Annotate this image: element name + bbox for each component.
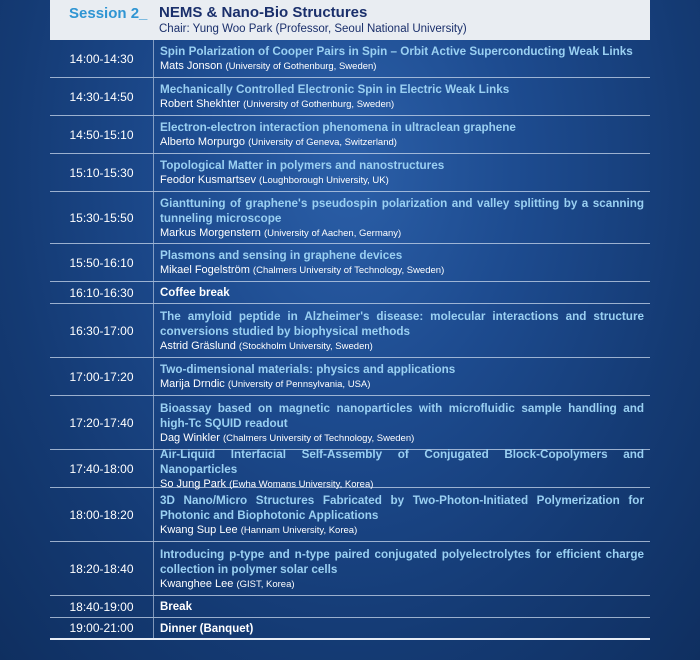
schedule-talk-row (50, 396, 650, 450)
talk-title: Gianttuning of graphene's pseudospin polarization and valley splitting by a scanning tunneling microscope (160, 196, 644, 225)
schedule-talk-row (50, 78, 650, 116)
speaker-affiliation: (Chalmers University of Technology, Sweden) (252, 265, 445, 276)
schedule-talk-row (50, 304, 650, 358)
speaker-line (160, 173, 644, 188)
speaker-affiliation: (Chalmers University of Technology, Sweden) (222, 432, 415, 444)
speaker-line (160, 577, 644, 592)
speaker-affiliation: (Stockholm University, Sweden) (238, 340, 373, 352)
speaker-name: Dag Winkler (160, 431, 220, 444)
talk-details (154, 304, 650, 357)
time-slot: 18:40-19:00 (50, 596, 154, 617)
schedule-break-row (50, 618, 650, 640)
schedule-talk-row (50, 244, 650, 282)
schedule-break-row (50, 282, 650, 304)
speaker-affiliation: (Ewha Womans University, Korea) (229, 478, 374, 490)
speaker-affiliation: (Hannam University, Korea) (240, 524, 358, 536)
session-title: NEMS & Nano-Bio Structures (159, 4, 368, 21)
talk-title: Plasmons and sensing in graphene devices (160, 249, 403, 262)
time-slot: 16:10-16:30 (50, 282, 154, 303)
talk-title: Bioassay based on magnetic nanoparticles with microfluidic sample handling and high-Tc SQUID readout (160, 401, 644, 430)
time-slot: 19:00-21:00 (50, 618, 154, 638)
talk-title: Two-dimensional materials: physics and applications (160, 363, 456, 376)
talk-details (154, 192, 650, 243)
talk-details (154, 618, 650, 638)
time-slot: 18:20-18:40 (50, 542, 154, 595)
speaker-name: Mikael Fogelström (160, 264, 250, 276)
speaker-affiliation: (University of Aachen, Germany) (263, 227, 402, 239)
talk-details (154, 596, 650, 617)
speaker-name: Robert Shekhter (160, 98, 241, 110)
schedule-table (50, 40, 650, 640)
speaker-line (160, 59, 644, 74)
speaker-line (160, 523, 644, 538)
speaker-affiliation: (GIST, Korea) (236, 578, 295, 590)
talk-details (154, 116, 650, 153)
talk-title: Introducing p-type and n-type paired conjugated polyelectrolytes for efficient charge collection in polymer solar cells (160, 547, 644, 576)
speaker-line (160, 377, 644, 392)
speaker-name: Astrid Gräslund (160, 339, 236, 352)
break-label: Break (160, 601, 192, 613)
talk-details (154, 40, 650, 77)
schedule-talk-row (50, 358, 650, 396)
time-slot: 14:30-14:50 (50, 78, 154, 115)
speaker-name: Alberto Morpurgo (160, 136, 245, 148)
speaker-affiliation: (Loughborough University, UK) (259, 175, 389, 186)
talk-title: Electron-electron interaction phenomena in ultraclean graphene (160, 121, 516, 134)
speaker-name: Kwanghee Lee (160, 577, 234, 590)
talk-details (154, 282, 650, 303)
talk-title: 3D Nano/Micro Structures Fabricated by Two-Photon-Initiated Polymerization for Photonic and Biophotonic Applications (160, 493, 644, 522)
schedule-break-row (50, 596, 650, 618)
talk-details (154, 244, 650, 281)
time-slot: 14:50-15:10 (50, 116, 154, 153)
schedule-talk-row (50, 116, 650, 154)
speaker-name: Mats Jonson (160, 60, 223, 72)
session-chair: Chair: Yung Woo Park (Professor, Seoul National University) (159, 23, 467, 35)
speaker-affiliation: (University of Pennsylvania, USA) (227, 379, 371, 390)
speaker-line (160, 263, 644, 278)
time-slot: 15:50-16:10 (50, 244, 154, 281)
speaker-line (160, 226, 644, 241)
talk-title: Air-Liquid Interfacial Self-Assembly of Conjugated Block-Copolymers and Nanoparticles (160, 447, 644, 476)
session-label: Session 2_ (69, 5, 148, 22)
talk-title: Spin Polarization of Cooper Pairs in Spin – Orbit Active Superconducting Weak Links (160, 45, 633, 58)
schedule-talk-row (50, 40, 650, 78)
time-slot: 17:00-17:20 (50, 358, 154, 395)
speaker-name: Feodor Kusmartsev (160, 174, 256, 186)
schedule-talk-row (50, 447, 650, 490)
session-header (50, 0, 650, 40)
speaker-name: Markus Morgenstern (160, 226, 261, 239)
speaker-name: Marija Drndic (160, 378, 225, 390)
time-slot: 17:20-17:40 (50, 396, 154, 449)
talk-details (154, 447, 650, 490)
talk-title: The amyloid peptide in Alzheimer's disease: molecular interactions and structure conversions studied by biophysical methods (160, 309, 644, 338)
time-slot: 17:40-18:00 (50, 450, 154, 487)
speaker-affiliation: (University of Geneva, Switzerland) (248, 137, 397, 148)
schedule-talk-row (50, 542, 650, 596)
speaker-name: Kwang Sup Lee (160, 523, 238, 536)
schedule-talk-row (50, 192, 650, 244)
talk-details (154, 396, 650, 449)
talk-title: Topological Matter in polymers and nanostructures (160, 159, 445, 172)
time-slot: 14:00-14:30 (50, 40, 154, 77)
speaker-line (160, 97, 644, 112)
time-slot: 16:30-17:00 (50, 304, 154, 357)
speaker-affiliation: (University of Gothenburg, Sweden) (225, 61, 377, 72)
talk-details (154, 358, 650, 395)
time-slot: 15:30-15:50 (50, 192, 154, 243)
talk-title: Mechanically Controlled Electronic Spin in Electric Weak Links (160, 83, 510, 96)
talk-details (154, 542, 650, 595)
speaker-line (160, 339, 644, 354)
time-slot: 15:10-15:30 (50, 154, 154, 191)
speaker-affiliation: (University of Gothenburg, Sweden) (243, 99, 395, 110)
talk-details (154, 78, 650, 115)
schedule-talk-row (50, 488, 650, 542)
speaker-line (160, 135, 644, 150)
talk-details (154, 154, 650, 191)
break-label: Coffee break (160, 287, 230, 299)
speaker-name: So Jung Park (160, 477, 227, 490)
talk-details (154, 488, 650, 541)
time-slot: 18:00-18:20 (50, 488, 154, 541)
break-label: Dinner (Banquet) (160, 622, 254, 635)
schedule-talk-row (50, 154, 650, 192)
speaker-line (160, 431, 644, 446)
